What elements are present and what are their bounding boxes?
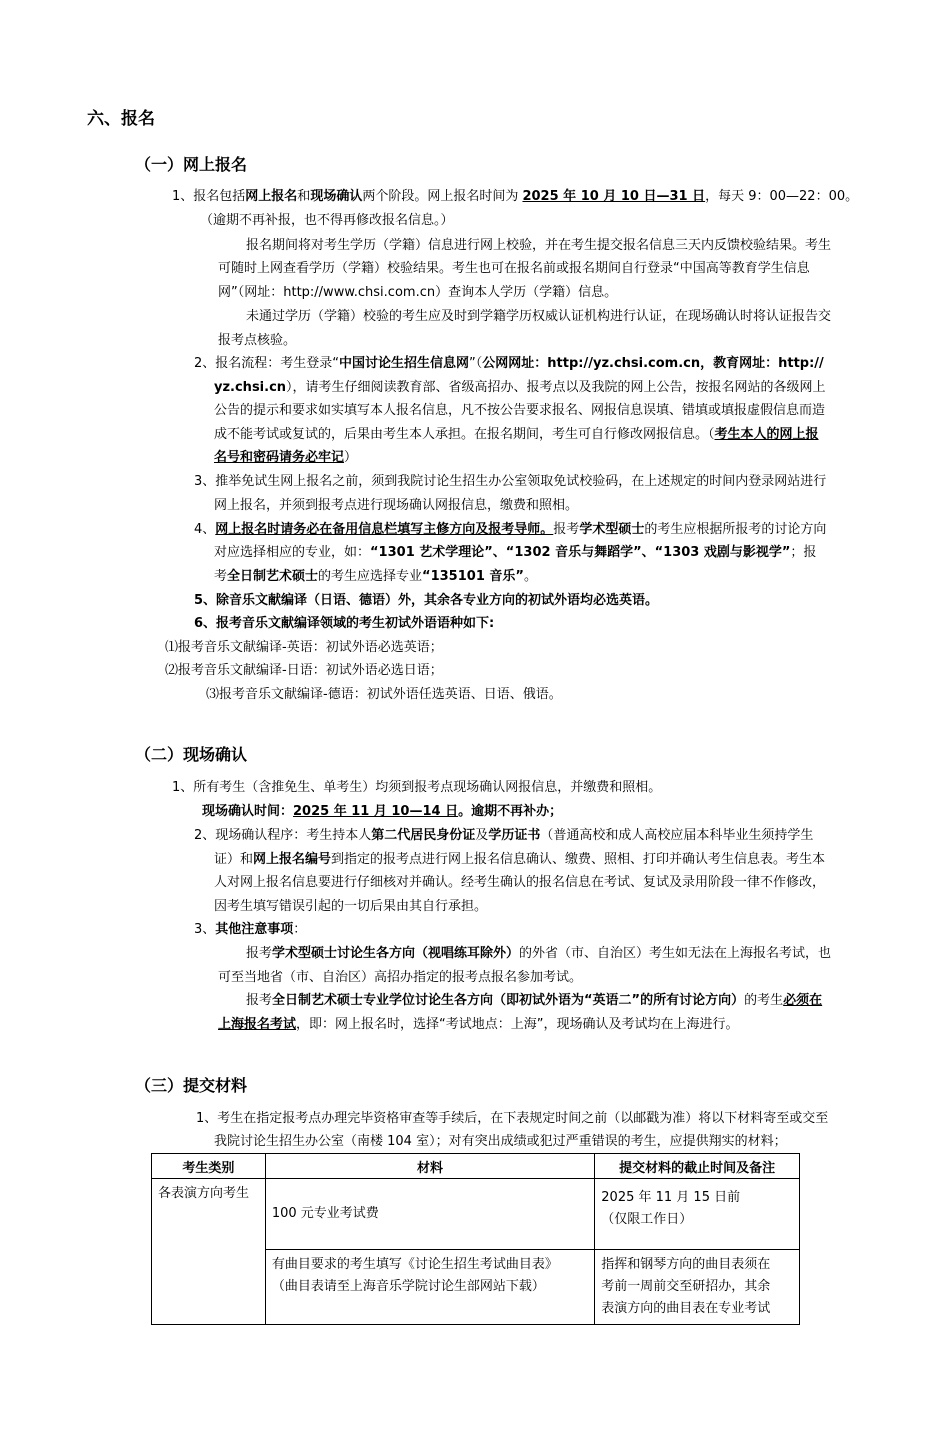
confirm-p2-line4: 因考生填写错误引起的一切后果由其自行承担。 xyxy=(214,899,488,914)
table-row xyxy=(152,1179,800,1250)
online-p4-line3: 考全日制艺术硕士的考生应选择专业“135101 音乐”。 xyxy=(214,569,537,584)
confirm-p3-line1: 3、其他注意事项： xyxy=(194,922,307,937)
confirm-p3-line4: 报考全日制艺术硕士专业学位讨论生各方向（即初试外语为“英语二”的所有讨论方向）的考生必须在 xyxy=(246,993,823,1008)
materials-table xyxy=(151,1153,800,1325)
confirm-p3-line5: 上海报名考试，即：网上报名时，选择“考试地点：上海”，现场确认及考试均在上海进行。 xyxy=(218,1017,739,1032)
materials-line2: 我院讨论生招生办公室（南楼 104 室）；对有突出成绩或犯过严重错误的考生，应提供翔实的材料； xyxy=(214,1134,787,1149)
confirm-p3-line2: 报考学术型硕士讨论生各方向（视唱练耳除外）的外省（市、自治区）考生如无法在上海报名考试，也 xyxy=(246,946,832,961)
deadline-cell: 指挥和钢琴方向的曲目表须在 考前一周前交至研招办，其余 表演方向的曲目表在专业考试 xyxy=(595,1250,800,1325)
online-p3-line2: 网上报名，并须到报考点进行现场确认网报信息，缴费和照相。 xyxy=(214,498,579,513)
category-cell: 各表演方向考生 xyxy=(152,1179,266,1325)
confirm-p2-line1: 2、现场确认程序：考生持本人第二代居民身份证及学历证书（普通高校和成人高校应届本科毕业生须持学生 xyxy=(194,828,814,843)
table-header-row xyxy=(152,1154,800,1179)
confirm-p2-line2: 证）和网上报名编号到指定的报考点进行网上报名信息确认、缴费、照相、打印并确认考生信息表。考生本 xyxy=(214,852,826,867)
confirm-time: 现场确认时间：2025 年 11 月 10—14 日。逾期不再补办； xyxy=(202,804,563,819)
online-p1-line6: 未通过学历（学籍）校验的考生应及时到学籍学历权威认证机构进行认证，在现场确认时将认证报告交 xyxy=(246,309,832,324)
online-p3-line1: 3、推举免试生网上报名之前，须到我院讨论生招生办公室领取免试校验码，在上述规定的时间内登录网站进行 xyxy=(194,474,827,489)
deadline-cell: 2025 年 11 月 15 日前 （仅限工作日） xyxy=(595,1179,800,1250)
confirm-p1: 1、所有考生（含推免生、单考生）均须到报考点现场确认网报信息，并缴费和照相。 xyxy=(172,780,662,795)
online-p1-line7: 报考点核验。 xyxy=(218,333,297,348)
table-header-cell: 材料 xyxy=(265,1154,594,1179)
online-p1-line1: 1、报名包括网上报名和现场确认两个阶段。网上报名时间为 2025 年 10 月 10 日—31 日，每天 9：00—22：00。 xyxy=(172,189,859,204)
online-p4-line1: 4、网上报名时请务必在备用信息栏填写主修方向及报考导师。报考学术型硕士的考生应根据所报考的讨论方向 xyxy=(194,522,827,537)
online-p2-line5: 名号和密码请务必牢记） xyxy=(214,450,358,465)
online-p1-line3: 报名期间将对考生学历（学籍）信息进行网上校验，并在考生提交报名信息三天内反馈校验结果。考生 xyxy=(246,238,832,253)
subsection-materials-title: （三）提交材料 xyxy=(135,1076,248,1095)
online-p2-line4: 成不能考试或复试的，后果由考生本人承担。在报名期间，考生可自行修改网报信息。（考生本人的网上报 xyxy=(214,427,819,442)
materials-line1: 1、考生在指定报考点办理完毕资格审查等手续后，在下表规定时间之前（以邮戳为准）将以下材料寄至或交至 xyxy=(196,1111,829,1126)
table-header-cell: 考生类别 xyxy=(152,1154,266,1179)
online-p2-line3: 公告的提示和要求如实填写本人报名信息，凡不按公告要求报名、网报信息误填、错填或填报虚假信息而造 xyxy=(214,403,826,418)
online-p5: 5、除音乐文献编译（日语、德语）外，其余各专业方向的初试外语均必选英语。 xyxy=(194,593,659,608)
confirm-p3-line3: 可至当地省（市、自治区）高招办指定的报考点报名参加考试。 xyxy=(218,970,583,985)
confirm-p2-line3: 人对网上报名信息要进行仔细核对并确认。经考生确认的报名信息在考试、复试及录用阶段一律不作修改， xyxy=(214,875,826,890)
online-p7: ⑴报考音乐文献编译-英语：初试外语必选英语； xyxy=(165,640,443,655)
subsection-confirm-title: （二）现场确认 xyxy=(135,745,248,764)
online-p9: ⑶报考音乐文献编译-德语：初试外语任选英语、日语、俄语。 xyxy=(206,687,562,702)
subsection-online-title: （一）网上报名 xyxy=(135,155,248,174)
online-p2-line2: yz.chsi.cn），请考生仔细阅读教育部、省级高招办、报考点以及我院的网上公告，按报名网站的各级网上 xyxy=(214,380,826,395)
section-title: 六、报名 xyxy=(87,109,155,129)
material-cell: 有曲目要求的考生填写《讨论生招生考试曲目表》 （曲目表请至上海音乐学院讨论生部网站下载） xyxy=(265,1250,594,1325)
online-p4-line2: 对应选择相应的专业，如：“1301 艺术学理论”、“1302 音乐与舞蹈学”、“1303 戏剧与影视学”；报 xyxy=(214,545,817,560)
online-p2-line1: 2、报名流程：考生登录“中国讨论生招生信息网”（公网网址：http://yz.chsi.com.cn，教育网址：http:// xyxy=(194,356,824,371)
online-p1-line5: 网”（网址：http://www.chsi.com.cn）查询本人学历（学籍）信息。 xyxy=(218,285,618,300)
online-p8: ⑵报考音乐文献编译-日语：初试外语必选日语； xyxy=(165,663,443,678)
table-header-cell: 提交材料的截止时间及备注 xyxy=(595,1154,800,1179)
material-cell: 100 元专业考试费 xyxy=(265,1179,594,1250)
online-p1-line4: 可随时上网查看学历（学籍）校验结果。考生也可在报名前或报名期间自行登录“中国高等教育学生信息 xyxy=(218,261,810,276)
online-p1-line2: （逾期不再补报，也不得再修改报名信息。） xyxy=(200,213,454,228)
online-p6: 6、报考音乐文献编译领域的考生初试外语语种如下: xyxy=(194,616,495,631)
